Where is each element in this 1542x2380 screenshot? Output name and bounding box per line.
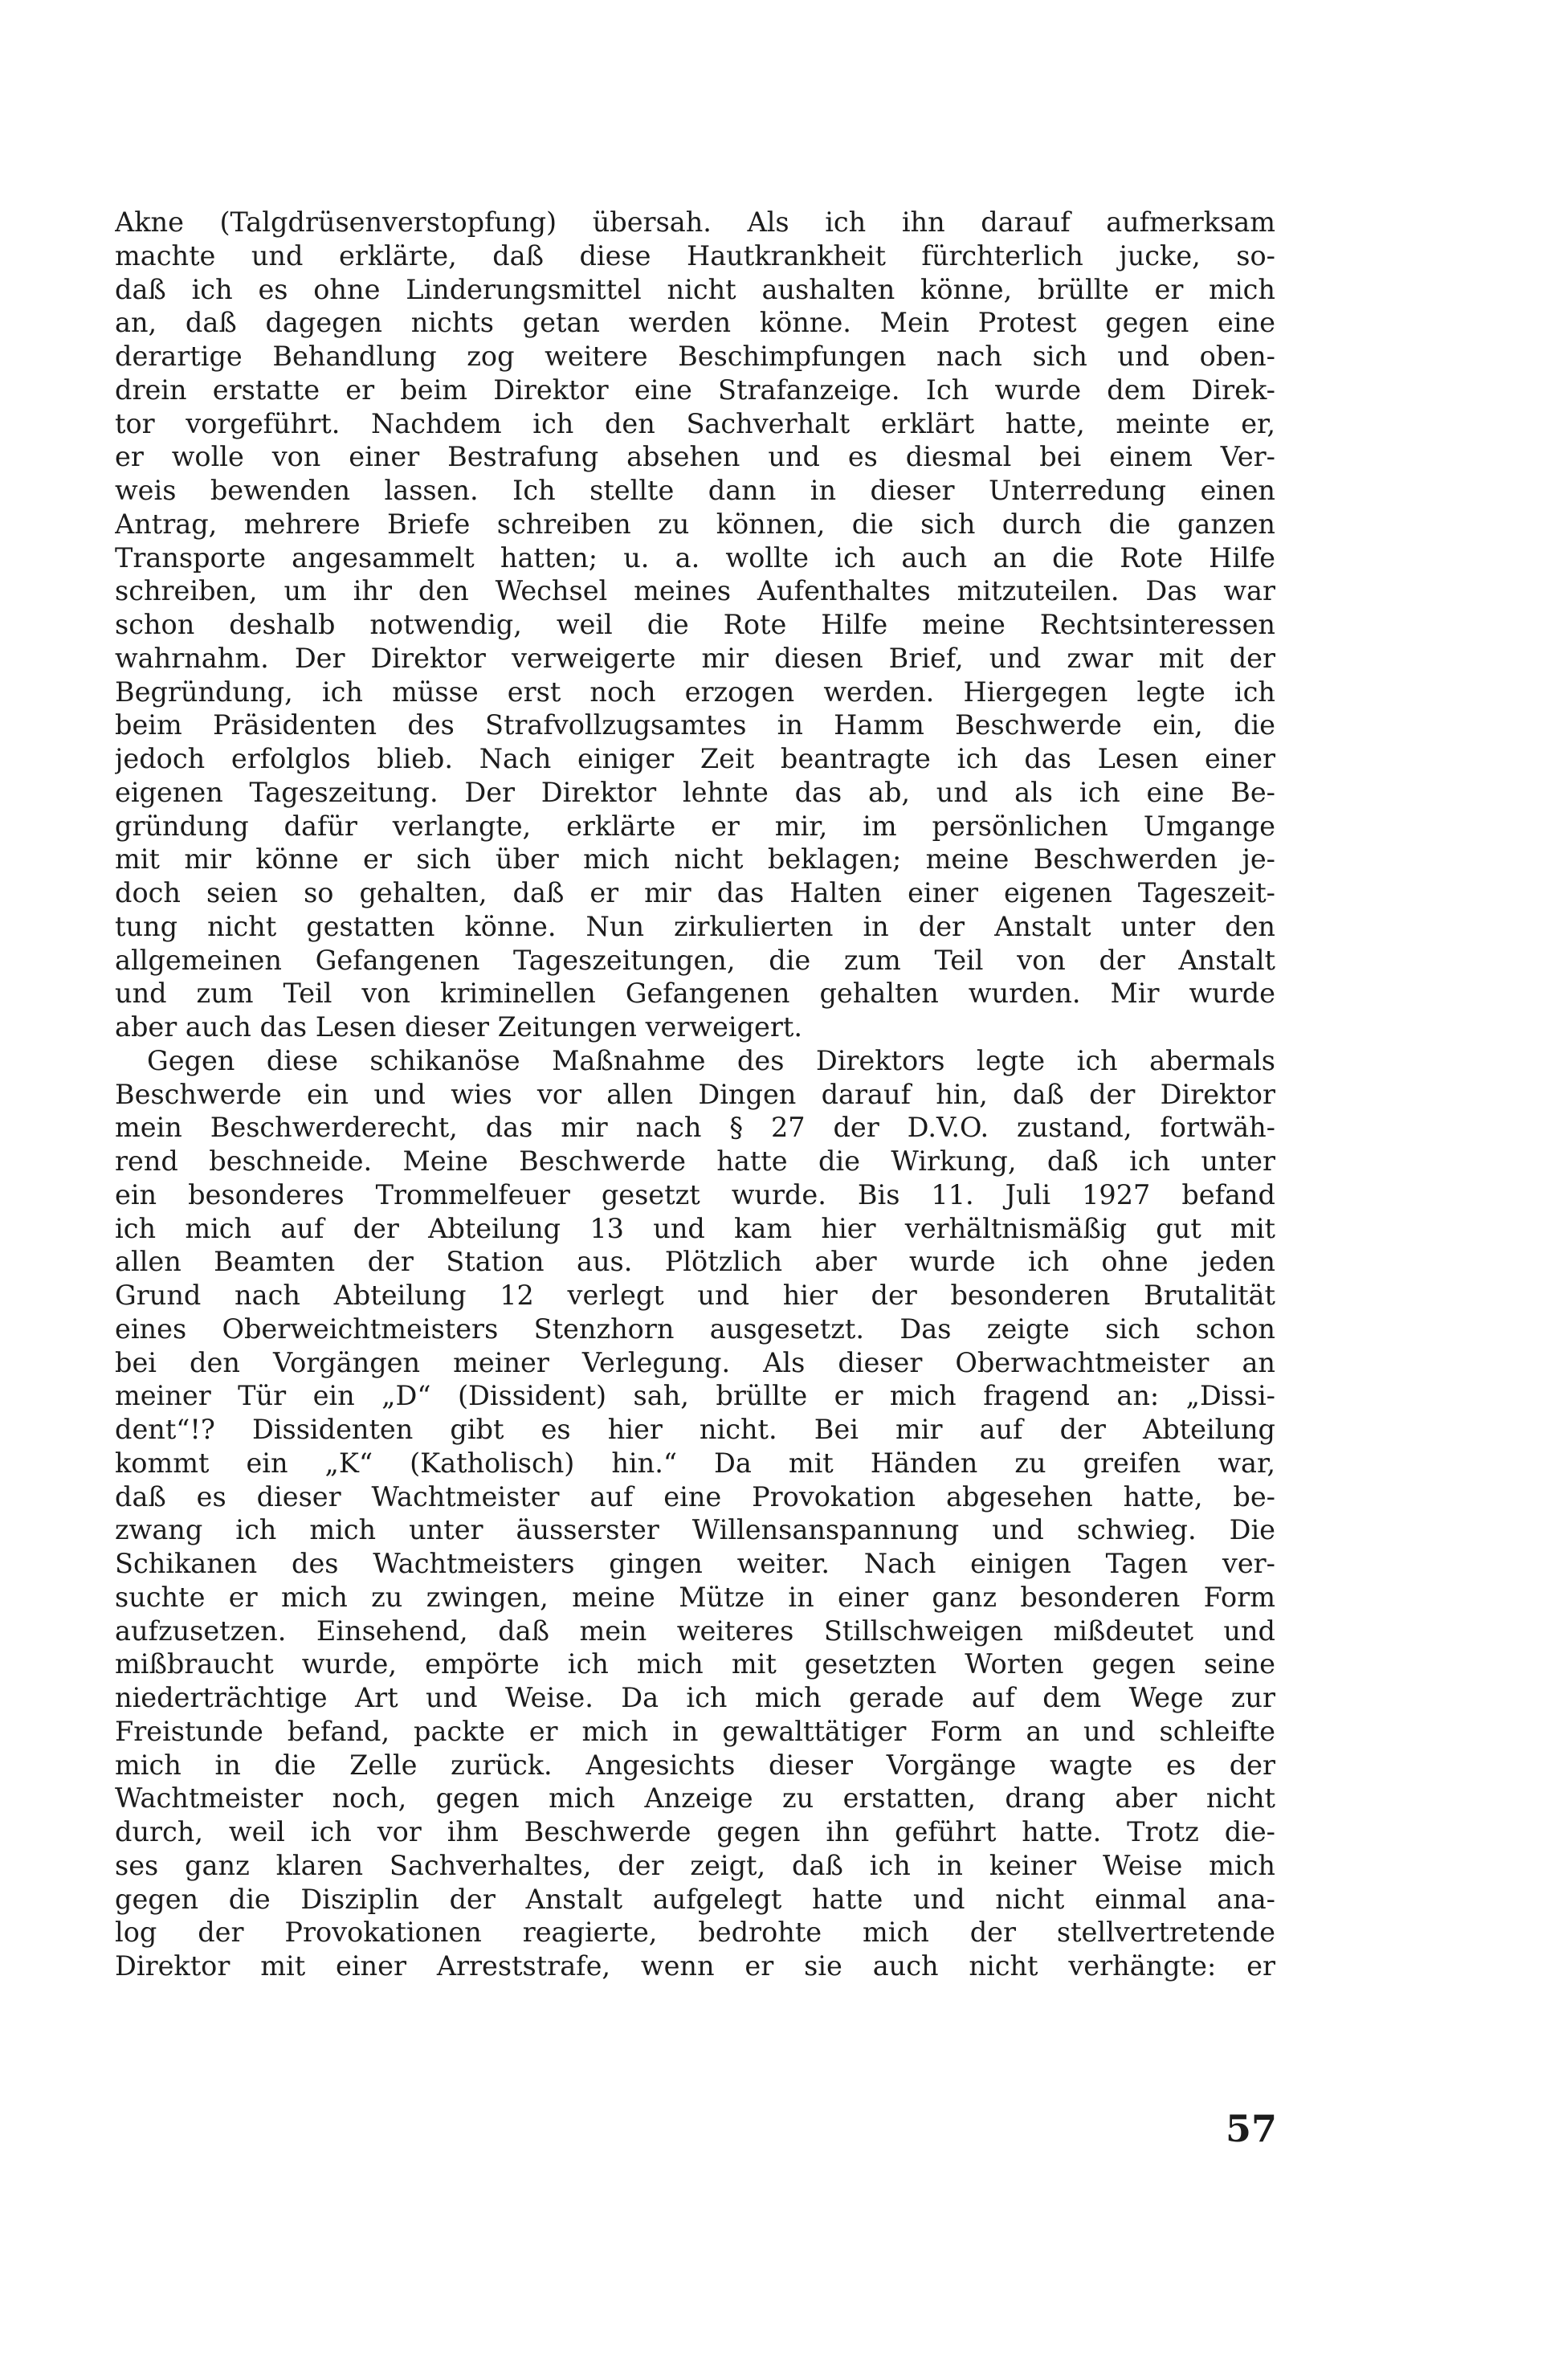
- text-line: allen Beamten der Station aus. Plötzlich aber wurde ich ohne jeden: [115, 1246, 1275, 1278]
- text-line: beim Präsidenten des Strafvollzugsamtes in Hamm Beschwerde ein, die: [115, 709, 1275, 741]
- paragraph-end-line: aber auch das Lesen dieser Zeitungen verweigert.: [115, 1011, 802, 1043]
- text-line: zwang ich mich unter äusserster Willensanspannung und schwieg. Die: [115, 1514, 1275, 1546]
- text-line: durch, weil ich vor ihm Beschwerde gegen ihn geführt hatte. Trotz die-: [115, 1816, 1275, 1847]
- text-line: kommt ein „K“ (Katholisch) hin.“ Da mit Händen zu greifen war,: [115, 1447, 1275, 1479]
- text-line: mißbraucht wurde, empörte ich mich mit gesetzten Worten gegen seine: [115, 1648, 1275, 1680]
- text-line: suchte er mich zu zwingen, meine Mütze in einer ganz besonderen Form: [115, 1581, 1275, 1613]
- page-number: 57: [1225, 2107, 1277, 2150]
- text-line: Akne (Talgdrüsenverstopfung) übersah. Als ich ihn darauf aufmerksam: [115, 206, 1275, 238]
- text-line: machte und erklärte, daß diese Hautkrankheit fürchterlich jucke, so-: [115, 239, 1275, 271]
- text-line: gegen die Disziplin der Anstalt aufgelegt hatte und nicht einmal ana-: [115, 1883, 1275, 1915]
- text-line: bei den Vorgängen meiner Verlegung. Als dieser Oberwachtmeister an: [115, 1346, 1275, 1378]
- text-line: tung nicht gestatten könne. Nun zirkulierten in der Anstalt unter den: [115, 910, 1275, 942]
- paragraph-start-line: Gegen diese schikanöse Maßnahme des Direktors legte ich abermals: [147, 1044, 1275, 1076]
- text-line: Beschwerde ein und wies vor allen Dingen darauf hin, daß der Direktor: [115, 1078, 1275, 1110]
- text-line: schreiben, um ihr den Wechsel meines Aufenthaltes mitzuteilen. Das war: [115, 575, 1275, 607]
- text-line: weis bewenden lassen. Ich stellte dann in dieser Unterredung einen: [115, 475, 1275, 506]
- text-line: drein erstatte er beim Direktor eine Strafanzeige. Ich wurde dem Direk-: [115, 374, 1275, 406]
- text-line: eines Oberweichtmeisters Stenzhorn ausgesetzt. Das zeigte sich schon: [115, 1312, 1275, 1345]
- text-line: an, daß dagegen nichts getan werden könne. Mein Protest gegen eine: [115, 307, 1275, 339]
- text-line: Wachtmeister noch, gegen mich Anzeige zu erstatten, drang aber nicht: [115, 1782, 1275, 1815]
- text-line: schon deshalb notwendig, weil die Rote Hilfe meine Rechtsinteressen: [115, 609, 1275, 640]
- text-line: log der Provokationen reagierte, bedrohte mich der stellvertretende: [115, 1917, 1275, 1949]
- text-line: mit mir könne er sich über mich nicht beklagen; meine Beschwerden je-: [115, 843, 1275, 876]
- text-line: tor vorgeführt. Nachdem ich den Sachverhalt erklärt hatte, meinte er,: [115, 407, 1275, 439]
- text-line: derartige Behandlung zog weitere Beschimpfungen nach sich und oben-: [115, 341, 1275, 372]
- text-line: Antrag, mehrere Briefe schreiben zu können, die sich durch die ganzen: [115, 508, 1275, 540]
- text-line: meiner Tür ein „D“ (Dissident) sah, brüllte er mich fragend an: „Dissi-: [115, 1380, 1275, 1412]
- text-line: eigenen Tageszeitung. Der Direktor lehnte das ab, und als ich eine Be-: [115, 776, 1275, 808]
- text-line: gründung dafür verlangte, erklärte er mir, im persönlichen Umgange: [115, 810, 1275, 842]
- text-line: rend beschneide. Meine Beschwerde hatte die Wirkung, daß ich unter: [115, 1145, 1275, 1177]
- text-line: Grund nach Abteilung 12 verlegt und hier der besonderen Brutalität: [115, 1280, 1275, 1311]
- text-line: aufzusetzen. Einsehend, daß mein weiteres Stillschweigen mißdeutet und: [115, 1615, 1275, 1647]
- text-line: daß ich es ohne Linderungsmittel nicht aushalten könne, brüllte er mich: [115, 273, 1275, 305]
- text-line: niederträchtige Art und Weise. Da ich mich gerade auf dem Wege zur: [115, 1682, 1275, 1713]
- text-line: und zum Teil von kriminellen Gefangenen gehalten wurden. Mir wurde: [115, 978, 1275, 1010]
- text-line: mein Beschwerderecht, das mir nach § 27 der D.V.O. zustand, fortwäh-: [115, 1112, 1275, 1144]
- text-line: daß es dieser Wachtmeister auf eine Provokation abgesehen hatte, be-: [115, 1480, 1275, 1513]
- text-line: ses ganz klaren Sachverhaltes, der zeigt, daß ich in keiner Weise mich: [115, 1849, 1275, 1881]
- text-line: ein besonderes Trommelfeuer gesetzt wurde. Bis 11. Juli 1927 befand: [115, 1178, 1275, 1210]
- text-line: Schikanen des Wachtmeisters gingen weiter. Nach einigen Tagen ver-: [115, 1548, 1275, 1579]
- text-line: jedoch erfolglos blieb. Nach einiger Zeit beantragte ich das Lesen einer: [115, 743, 1275, 774]
- text-line: dent“!? Dissidenten gibt es hier nicht. Bei mir auf der Abteilung: [115, 1414, 1275, 1445]
- text-line: doch seien so gehalten, daß er mir das Halten einer eigenen Tageszeit-: [115, 877, 1275, 908]
- body-text: [115, 206, 1275, 1983]
- text-line: Direktor mit einer Arreststrafe, wenn er sie auch nicht verhängte: er: [115, 1950, 1275, 1982]
- text-line: wahrnahm. Der Direktor verweigerte mir diesen Brief, und zwar mit der: [115, 642, 1275, 674]
- text-line: er wolle von einer Bestrafung absehen und es diesmal bei einem Ver-: [115, 441, 1275, 473]
- text-line: Transporte angesammelt hatten; u. a. wollte ich auch an die Rote Hilfe: [115, 541, 1275, 574]
- text-line: allgemeinen Gefangenen Tageszeitungen, die zum Teil von der Anstalt: [115, 944, 1275, 976]
- text-line: Begründung, ich müsse erst noch erzogen werden. Hiergegen legte ich: [115, 676, 1275, 708]
- text-line: Freistunde befand, packte er mich in gewalttätiger Form an und schleifte: [115, 1715, 1275, 1747]
- text-line: mich in die Zelle zurück. Angesichts dieser Vorgänge wagte es der: [115, 1749, 1275, 1781]
- text-line: ich mich auf der Abteilung 13 und kam hier verhältnismäßig gut mit: [115, 1212, 1275, 1244]
